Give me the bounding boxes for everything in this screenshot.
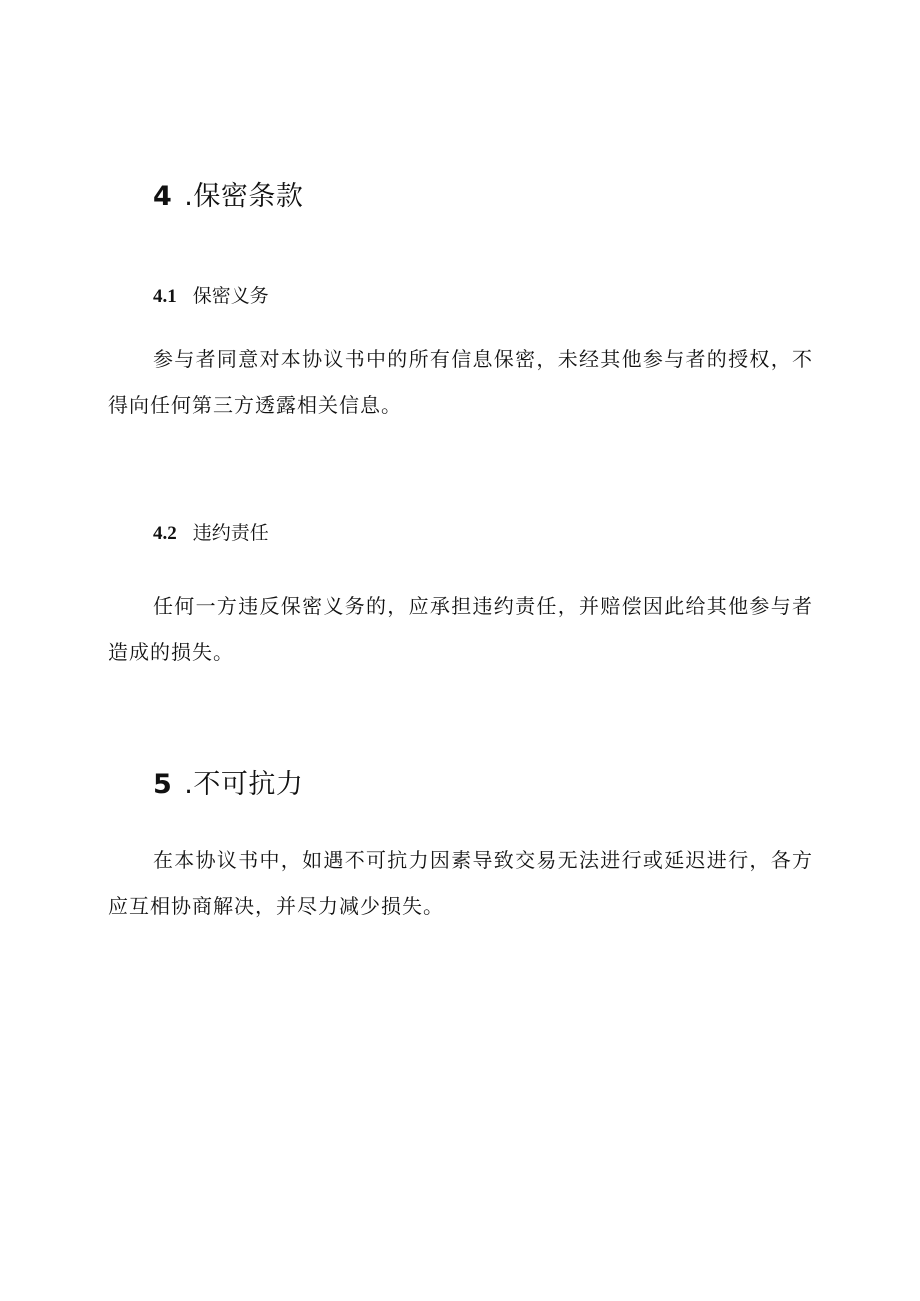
section-heading-4: [153, 180, 303, 214]
section-number: 5: [153, 769, 173, 800]
subsection-title: 违约责任: [192, 522, 269, 544]
subsection-heading-4-2: [153, 520, 269, 547]
paragraph-force-majeure: 在本协议书中，如遇不可抗力因素导致交易无法进行或延迟进行，各方应互相协商解决，并尽力减少损失。: [108, 848, 813, 918]
section-heading-5: [153, 768, 303, 802]
paragraph-breach-liability: 任何一方违反保密义务的，应承担违约责任，并赔偿因此给其他参与者造成的损失。: [108, 594, 813, 664]
subsection-heading-4-1: [153, 283, 269, 310]
paragraph-confidentiality-obligation: 参与者同意对本协议书中的所有信息保密，未经其他参与者的授权，不得向任何第三方透露相关信息。: [108, 347, 813, 417]
section-title: .保密条款: [184, 181, 304, 212]
section-number: 4: [153, 181, 173, 212]
section-title: .不可抗力: [184, 769, 304, 800]
subsection-number: 4.2: [153, 523, 177, 544]
subsection-title: 保密义务: [192, 285, 269, 307]
subsection-number: 4.1: [153, 286, 177, 307]
